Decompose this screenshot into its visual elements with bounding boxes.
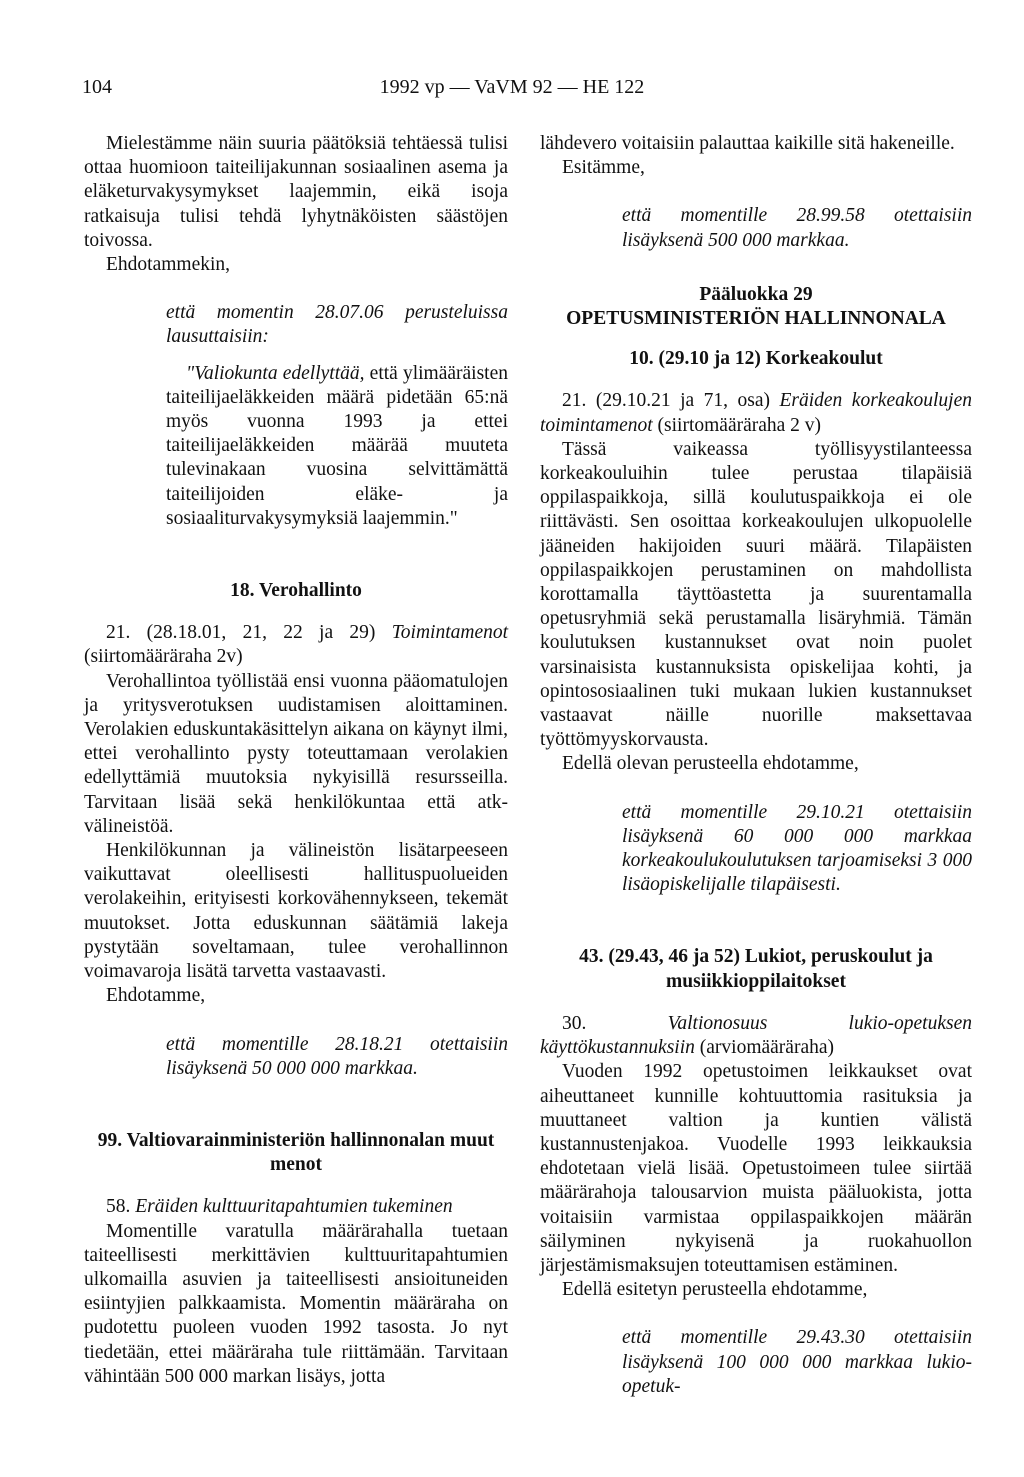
left-column — [84, 132, 508, 1389]
paragraph: Edellä olevan perusteella ehdotamme, — [562, 753, 859, 775]
proposal: että momentin 28.07.06 perusteluissa lausuttaisiin: — [166, 302, 508, 348]
section-heading: 99. Valtiovarainministeriön hallinnonalan muut menot — [97, 1129, 495, 1176]
item-title: Valtionosuus lukio-opetuksen käyttökustannuksiin — [540, 1012, 973, 1059]
paragraph: Esitämme, — [562, 157, 645, 179]
paragraph: Momentille varatulla määrärahalla tuetaan taiteellisesti merkittävien kulttuuritapahtumien ulkomailla asuvien ja taiteellisesti ansioituneiden esiintyjien palkkaamista. Momentin määräraha on pudotettu puoleen vuoden 1992 tasosta. Jo nyt tiedetään, ettei määräraha tule riittämään. Tarvitaan vähintään 500 000 markan lisäys, jotta — [84, 1220, 508, 1387]
running-head: 1992 vp — VaVM 92 — HE 122 — [379, 76, 645, 98]
item-heading — [84, 1195, 508, 1219]
page-number: 104 — [82, 76, 112, 98]
item-number: 30. — [562, 1012, 587, 1034]
item-title: Eräiden korkeakoulujen toimintamenot — [540, 390, 972, 436]
paragraph: Verohallintoa työllistää ensi vuonna pääomatulojen ja yritysverotuksen uudistamisen aloittaminen. Verolakien eduskuntakäsittelyn aikana on käynyt ilmi, ettei verohallinto pysty toteuttamaan verolakien edellyttämiä muutoksia nykyisillä resursseilla. Tarvitaan lisää sekä henkilökuntaa että atk-välineistöä. — [84, 670, 508, 837]
paragraph: Edellä esitetyn perusteella ehdotamme, — [562, 1279, 868, 1301]
paragraph: Henkilökunnan ja välineistön lisätarpeeseen vaikuttavat oleellisesti hallituspuolueiden verolakeihin, erityisesti korkovähennykseen, tekemät muutokset. Jotta eduskunnan säätämiä lakeja pystytään soveltamaan, tulee verohallinnon voimavaroja lisätä tarvetta vastaavasti. — [84, 840, 508, 983]
paragraph: Mielestämme näin suuria päätöksiä tehtäessä tulisi ottaa huomioon taiteilijakunnan sosiaalinen asema ja eläketurvakysymykset laajemmin, eikä isoja ratkaisuja tulisi tehdä lyhytnäköisten säästöjen toivossa. — [84, 133, 508, 251]
item-title: Eräiden kulttuuritapahtumien tukeminen — [135, 1196, 453, 1218]
item-type: (siirtomääräraha 2 v) — [657, 414, 822, 436]
quote-lead: "Valiokunta edellyttää, — [186, 362, 365, 384]
paragraph: Ehdotamme, — [106, 985, 206, 1007]
proposal: että momentille 29.10.21 otettaisiin lisäyksenä 60 000 000 markkaa korkeakoulukoulutuksen tarjoamiseksi 3 000 lisäopiskelijalle tilapäisesti. — [622, 801, 972, 896]
item-number: 58. — [106, 1196, 131, 1218]
quote — [84, 362, 508, 531]
paragraph: Ehdotammekin, — [106, 254, 231, 276]
item-title: Toimintamenot — [391, 622, 509, 644]
item-heading — [84, 621, 508, 669]
proposal: että momentille 28.99.58 otettaisiin lisäyksenä 500 000 markkaa. — [622, 205, 972, 251]
proposal: että momentille 29.43.30 otettaisiin lisäyksenä 100 000 000 markkaa lukio-opetuk- — [622, 1327, 972, 1397]
section-heading: 18. Verohallinto — [230, 580, 362, 602]
proposal: että momentille 28.18.21 otettaisiin lisäyksenä 50 000 000 markkaa. — [166, 1033, 508, 1079]
section-heading: 10. (29.10 ja 12) Korkeakoulut — [629, 348, 883, 370]
paragraph: Tässä vaikeassa työllisyystilanteessa korkeakouluihin tulee perustaa tilapäisiä oppilaspaikkoja, sillä koulutuspaikkoja ei ole riittävästi. Sen osoittaa korkeakoulujen ulkopuolelle jääneiden hakijoiden suuri määrä. Tilapäisten oppilaspaikkojen perustaminen on mahdollista korottamalla täyttöastetta ja suurentamalla opetusryhmiä sekä perustamalla lisäryhmiä. Tämän koulutuksen kustannukset ovat noin puolet varsinaisista kustannuksista opiskelijaa kohti, ja opintososiaalinen tuki mukaan lukien kustannukset vastaavat näille nuorille maksettavaa työttömyyskorvausta. — [540, 438, 972, 751]
right-column — [540, 132, 972, 1411]
item-type: (siirtomääräraha 2v) — [84, 646, 243, 668]
main-heading: OPETUSMINISTERIÖN HALLINNONALA — [566, 308, 946, 330]
item-heading — [540, 389, 972, 437]
item-number: 21. (28.18.01, 21, 22 ja 29) — [106, 622, 376, 644]
main-heading: Pääluokka 29 — [699, 283, 813, 305]
paragraph: Vuoden 1992 opetustoimen leikkaukset ovat aiheuttaneet kunnille kohtuuttomia rasituksia ja muuttaneet valtion ja kuntien välistä kustannustenjakoa. Vuodelle 1993 leikkauksia ehdotetaan vielä lisää. Opetustoimeen tulee siirtää määrärahoja talousarvion muista pääluokista, jotta voitaisiin varmistaa oppilaspaikkojen määrän säilyminen nykyisenä ja ruokahuollon järjestämismaksujen toteuttamisen estäminen. — [540, 1061, 972, 1276]
item-number: 21. (29.10.21 ja 71, osa) — [562, 390, 770, 412]
section-heading: 43. (29.43, 46 ja 52) Lukiot, peruskoulut ja musiikkioppilaitokset — [579, 946, 933, 992]
item-heading — [540, 1012, 972, 1060]
quote-text: että ylimääräisten taiteilijaeläkkeiden määrä pidetään 65:nä myös vuonna 1993 ja ettei taiteilijaeläkkeiden määrää muuteta tulevinakaan vuosina selvittämättä taiteilijoiden eläke- ja sosiaaliturvakysymyksiä laajemmin." — [166, 362, 509, 529]
item-type: (arviomääräraha) — [699, 1037, 834, 1059]
paragraph: lähdevero voitaisiin palauttaa kaikille sitä hakeneille. — [540, 133, 955, 154]
